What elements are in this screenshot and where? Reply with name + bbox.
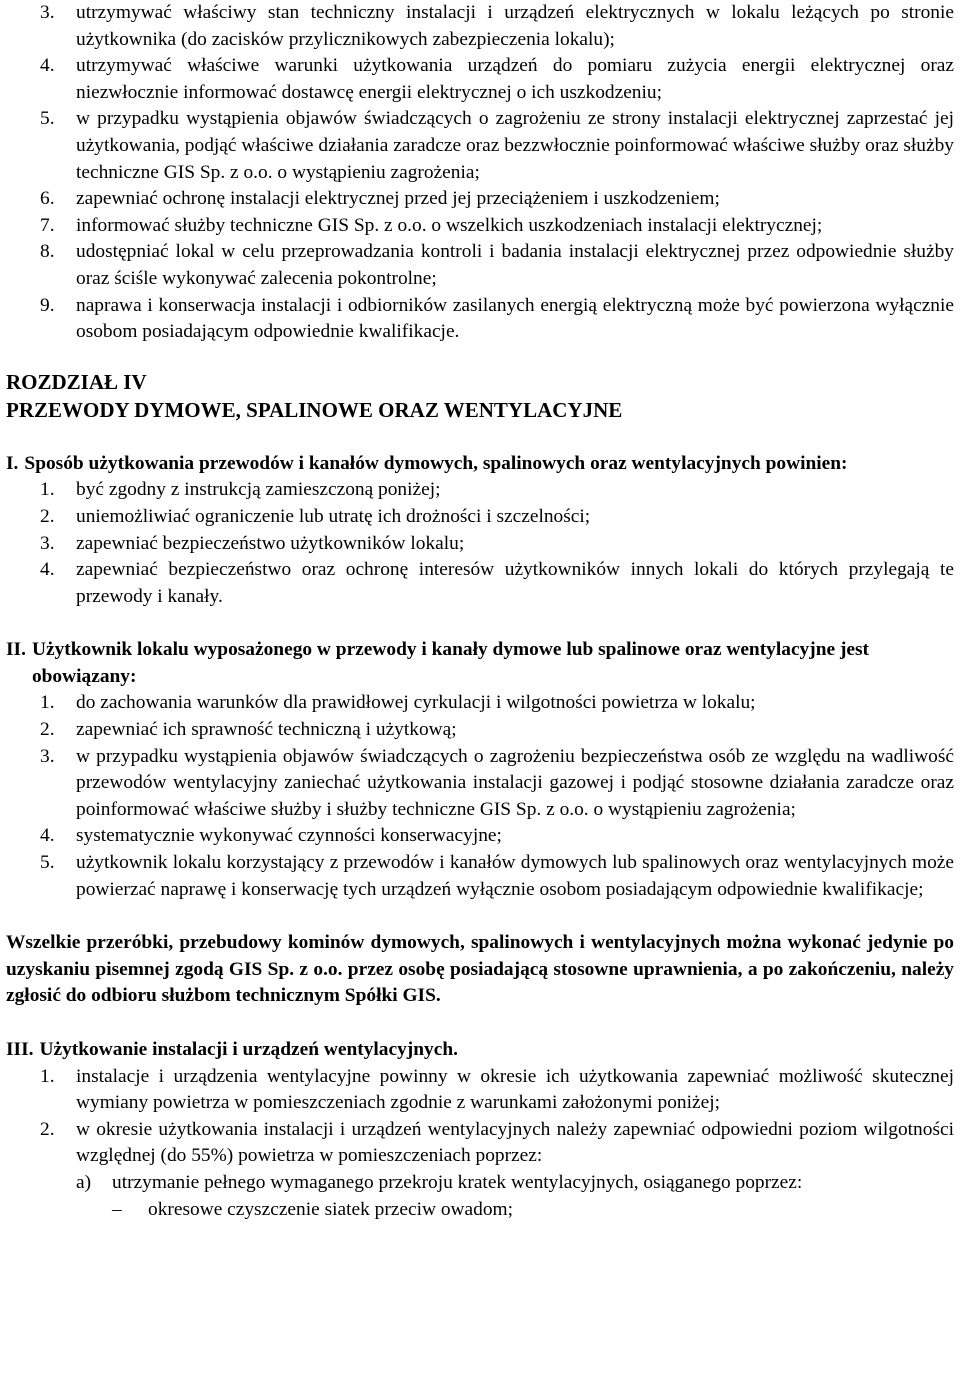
item-text: zapewniać ich sprawność techniczną i użytkową; — [76, 719, 457, 741]
list-item — [6, 717, 954, 744]
chapter-number: ROZDZIAŁ IV — [6, 369, 147, 394]
item-text: zapewniać bezpieczeństwo oraz ochronę interesów użytkowników innych lokali do których przylegają te przewody i kanały. — [76, 559, 954, 607]
item-number: 6. — [40, 188, 55, 210]
item-number: 8. — [40, 241, 55, 263]
list-item — [6, 239, 954, 292]
item-text: naprawa i konserwacja instalacji i odbiorników zasilanych energią elektryczną może być powierzona wyłącznie osobom posiadającym odpowiednie kwalifikacje. — [76, 294, 954, 343]
list-item — [6, 823, 954, 850]
item-text: utrzymywać właściwe warunki użytkowania urządzeń do pomiaru zużycia energii elektrycznej oraz niezwłocznie informować dostawcę energii elektrycznej o ich uszkodzeniu; — [76, 55, 954, 103]
item-number: 2. — [40, 1118, 55, 1140]
item-number: 1. — [40, 692, 55, 714]
section-number: II. — [6, 639, 26, 661]
chapter-title: PRZEWODY DYMOWE, SPALINOWE ORAZ WENTYLACYJNE — [6, 397, 623, 422]
item-number: 3. — [40, 2, 55, 23]
sub-item-marker: a) — [76, 1171, 92, 1193]
item-number: 4. — [40, 825, 55, 847]
item-number: 3. — [40, 745, 55, 767]
section-list — [6, 477, 954, 610]
dash-list-item — [6, 1197, 954, 1224]
list-item — [6, 477, 954, 504]
item-text: informować służby techniczne GIS Sp. z o.o. o wszelkich uszkodzeniach instalacji elektrycznej; — [76, 214, 823, 236]
item-text: uniemożliwiać ograniczenie lub utratę ich drożności i szczelności; — [76, 505, 591, 527]
item-number: 5. — [40, 852, 55, 874]
list-item — [6, 690, 954, 717]
dash-marker: – — [112, 1198, 122, 1220]
section-list — [6, 1064, 954, 1224]
item-text: do zachowania warunków dla prawidłowej cyrkulacji i wilgotności powietrza w lokalu; — [76, 692, 756, 714]
item-text: być zgodny z instrukcją zamieszczoną poniżej; — [76, 479, 441, 501]
item-text: w przypadku wystąpienia objawów świadczących o zagrożeniu ze strony instalacji elektrycznej zaprzestać jej użytkowania, podjąć właściwe działania zaradcze oraz bezzwłocznie poinformować właściwe służby oraz służby techniczne GIS Sp. z o.o. o wystąpieniu zagrożenia; — [76, 108, 954, 183]
item-text: zapewniać bezpieczeństwo użytkowników lokalu; — [76, 532, 465, 554]
section-number: III. — [6, 1039, 34, 1060]
item-text: udostępniać lokal w celu przeprowadzania kontroli i badania instalacji elektrycznej przez odpowiednie służby oraz ściśle wykonywać zalecenia pokontrolne; — [76, 241, 954, 289]
section-heading — [6, 637, 954, 690]
list-item — [6, 213, 954, 240]
item-number: 3. — [40, 532, 55, 554]
section-title: Sposób użytkowania przewodów i kanałów dymowych, spalinowych oraz wentylacyjnych powinien: — [24, 452, 848, 474]
list-item — [6, 504, 954, 531]
item-number: 4. — [40, 55, 55, 77]
item-text: w przypadku wystąpienia objawów świadczących o zagrożeniu bezpieczeństwa osób ze względu na wadliwość przewodów wentylacyjny zaniechać użytkowania instalacji gazowej i podjąć stosowne działania zaradcze oraz poinformować właściwe służby i służby techniczne GIS Sp. z o.o. o wystąpieniu zagrożenia; — [76, 745, 954, 820]
list-item — [6, 557, 954, 610]
item-text: użytkownik lokalu korzystający z przewodów i kanałów dymowych lub spalinowych oraz wentylacyjnych może powierzać naprawę i konserwację tych urządzeń wyłącznie osobom posiadającym odpowiednie kwalifikacje; — [76, 852, 954, 900]
item-text: utrzymywać właściwy stan techniczny instalacji i urządzeń elektrycznych w lokalu leżących po stronie użytkownika (do zacisków przylicznikowych zabezpieczenia lokalu); — [76, 2, 954, 50]
dash-item-text: okresowe czyszczenie siatek przeciw owadom; — [148, 1198, 514, 1220]
list-part-a — [6, 0, 954, 346]
list-item — [6, 531, 954, 558]
list-item — [6, 293, 954, 346]
list-item — [6, 850, 954, 903]
section-heading — [6, 451, 954, 478]
section-heading — [6, 1037, 954, 1064]
sub-list-item — [6, 1170, 954, 1197]
section-title: Użytkowanie instalacji i urządzeń wentylacyjnych. — [39, 1039, 458, 1060]
item-text: zapewniać ochronę instalacji elektrycznej przed jej przeciążeniem i uszkodzeniem; — [76, 188, 720, 210]
item-number: 9. — [40, 294, 55, 316]
item-number: 2. — [40, 719, 55, 741]
section-title: Użytkownik lokalu wyposażonego w przewody i kanały dymowe lub spalinowe oraz wentylacyjne jest obowiązany: — [31, 639, 870, 687]
notice-paragraph: Wszelkie przeróbki, przebudowy kominów dymowych, spalinowych i wentylacyjnych można wykonać jedynie po uzyskaniu pisemnej zgodą GIS Sp. z o.o. przez osobę posiadającą stosowne uprawnienia, a po zakończeniu, należy zgłosić do odbioru służbom technicznym Spółki GIS. — [6, 932, 954, 1007]
list-item — [6, 1117, 954, 1170]
item-text: systematycznie wykonywać czynności konserwacyjne; — [76, 825, 502, 847]
item-number: 1. — [40, 479, 55, 501]
list-item — [6, 186, 954, 213]
sub-item-text: utrzymanie pełnego wymaganego przekroju kratek wentylacyjnych, osiąganego poprzez: — [112, 1171, 803, 1193]
item-number: 5. — [40, 108, 55, 130]
list-item — [6, 0, 954, 53]
item-number: 1. — [40, 1065, 55, 1087]
section-number: I. — [6, 452, 19, 474]
section-list — [6, 690, 954, 903]
list-item — [6, 106, 954, 186]
item-number: 2. — [40, 505, 55, 527]
list-item — [6, 744, 954, 824]
list-item — [6, 53, 954, 106]
item-text: instalacje i urządzenia wentylacyjne powinny w okresie ich użytkowania zapewniać możliwość skutecznej wymiany powietrza w pomieszczeniach zgodnie z warunkami założonymi poniżej; — [76, 1065, 954, 1114]
list-item — [6, 1064, 954, 1117]
item-number: 4. — [40, 559, 55, 581]
item-number: 7. — [40, 214, 55, 236]
item-text: w okresie użytkowania instalacji i urządzeń wentylacyjnych należy zapewniać odpowiedni poziom wilgotności względnej (do 55%) powietrza w pomieszczeniach poprzez: — [76, 1118, 954, 1167]
